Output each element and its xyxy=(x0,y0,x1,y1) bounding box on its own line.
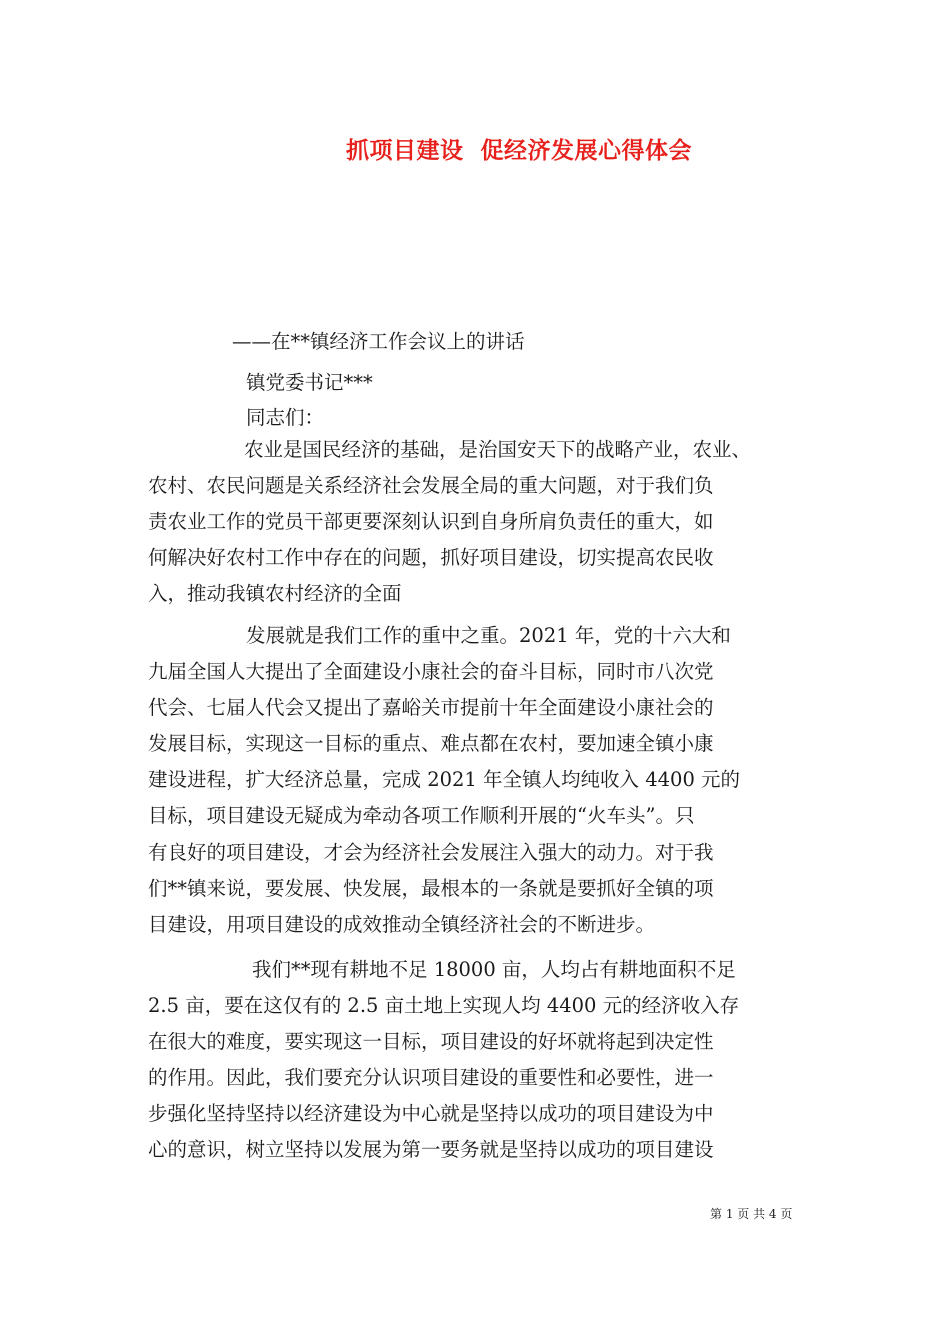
paragraph-line: 目标，项目建设无疑成为牵动各项工作顺利开展的“火车头”。只 xyxy=(148,804,695,828)
page-number-footer: 第 1 页 共 4 页 xyxy=(710,1207,793,1221)
paragraph-line: 目建设，用项目建设的成效推动全镇经济社会的不断进步。 xyxy=(148,912,656,936)
paragraph-line: 2.5 亩，要在这仅有的 2.5 亩土地上实现人均 4400 元的经济收入存 xyxy=(148,994,740,1018)
paragraph-1 xyxy=(148,432,808,612)
paragraph-line: 有良好的项目建设，才会为经济社会发展注入强大的动力。对于我 xyxy=(148,840,714,864)
paragraph-line: 发展就是我们工作的重中之重。2021 年，党的十六大和 xyxy=(246,624,731,647)
speaker-line: 镇党委书记*** xyxy=(246,371,373,394)
paragraph-line: 心的意识，树立坚持以发展为第一要务就是坚持以成功的项目建设 xyxy=(148,1138,714,1162)
paragraph-line: 九届全国人大提出了全面建设小康社会的奋斗目标，同时市八次党 xyxy=(148,660,714,684)
paragraph-line: 何解决好农村工作中存在的问题，抓好项目建设，切实提高农民收 xyxy=(148,546,714,570)
paragraph-line: 们**镇来说，要发展、快发展，最根本的一条就是要抓好全镇的项 xyxy=(148,876,714,900)
speech-subtitle: ——在**镇经济工作会议上的讲话 xyxy=(232,330,525,353)
paragraph-3 xyxy=(148,952,808,1169)
paragraph-2 xyxy=(148,618,808,943)
paragraph-line: 的作用。因此，我们要充分认识项目建设的重要性和必要性，进一 xyxy=(148,1066,714,1090)
paragraph-line: 在很大的难度，要实现这一目标，项目建设的好坏就将起到决定性 xyxy=(148,1030,714,1054)
paragraph-line: 步强化坚持坚持以经济建设为中心就是坚持以成功的项目建设为中 xyxy=(148,1102,714,1126)
paragraph-line: 入，推动我镇农村经济的全面 xyxy=(148,582,402,606)
paragraph-line: 农村、农民问题是关系经济社会发展全局的重大问题，对于我们负 xyxy=(148,474,714,498)
document-title: 抓项目建设 促经济发展心得体会 xyxy=(345,137,692,164)
paragraph-line: 责农业工作的党员干部更要深刻认识到自身所肩负责任的重大，如 xyxy=(148,510,714,534)
greeting: 同志们： xyxy=(246,406,325,429)
paragraph-line: 我们**现有耕地不足 18000 亩，人均占有耕地面积不足 xyxy=(252,958,736,981)
paragraph-line: 建设进程，扩大经济总量，完成 2021 年全镇人均纯收入 4400 元的 xyxy=(148,768,741,792)
paragraph-line: 发展目标，实现这一目标的重点、难点都在农村，要加速全镇小康 xyxy=(148,732,714,756)
paragraph-line: 农业是国民经济的基础，是治国安天下的战略产业，农业、 xyxy=(244,438,752,461)
paragraph-line: 代会、七届人代会又提出了嘉峪关市提前十年全面建设小康社会的 xyxy=(148,696,714,720)
